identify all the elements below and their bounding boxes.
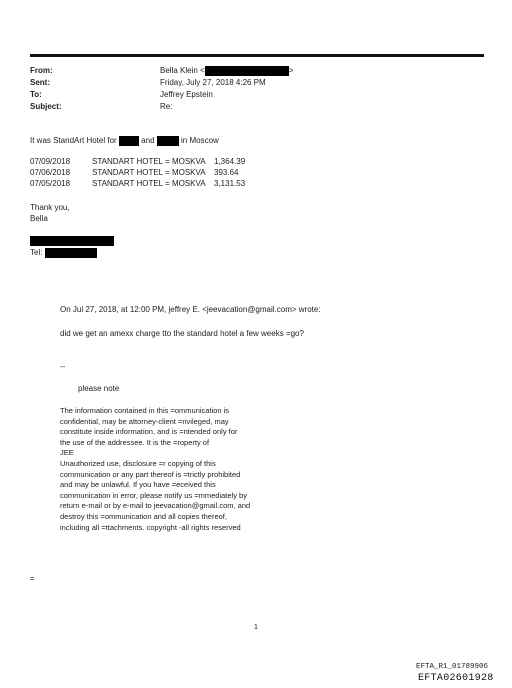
tx-date: 07/09/2018 <box>30 157 71 166</box>
closing-thanks: Thank you, <box>30 203 70 212</box>
from-label: From: <box>30 66 53 75</box>
disclaimer-line: and may be unlawful. If you have =eceived this <box>60 480 216 490</box>
intro-part-a: It was StandArt Hotel for <box>30 136 117 146</box>
tx-amount: 393.64 <box>214 168 239 177</box>
tx-merchant: STANDART HOTEL = MOSKVA <box>92 168 206 177</box>
trailing-equals: = <box>30 574 35 583</box>
redaction-block <box>157 136 179 146</box>
disclaimer-line: constitute inside information, and is =ntended only for <box>60 427 238 437</box>
to-value: Jeffrey Epstein <box>160 90 213 99</box>
redaction-block <box>205 66 289 76</box>
disclaimer-line: JEE <box>60 448 74 458</box>
quoted-message: did we get an amexx charge tto the standard hotel a few weeks =go? <box>60 329 304 338</box>
disclaimer-line: confidential, may be attorney-client =rivileged, may <box>60 416 229 426</box>
page-number: 1 <box>254 624 258 631</box>
subject-label: Subject: <box>30 102 62 111</box>
disclaimer-line: Unauthorized use, disclosure =r copying of this <box>60 458 216 468</box>
redaction-block <box>45 248 97 258</box>
quote-attribution: On Jul 27, 2018, at 12:00 PM, jeffrey E. <jeevacation@gmail.com> wrote: <box>60 305 321 314</box>
disclaimer-line: including all =ttachments. copyright -all rights reserved <box>60 522 241 532</box>
tx-amount: 3,131.53 <box>214 179 246 188</box>
tel-label: Tel: <box>30 248 43 258</box>
disclaimer-line: The information contained in this =ommunication is <box>60 406 230 415</box>
subject-value: Re: <box>160 102 173 111</box>
disclaimer-line: return e-mail or by e-mail to jeevacation@gmail.com, and <box>60 501 251 511</box>
intro-part-b: and <box>141 136 155 146</box>
bates-number-large: EFTA02601928 <box>418 673 494 684</box>
header-rule <box>30 54 484 57</box>
table-row <box>30 179 245 188</box>
tel-line <box>30 248 97 258</box>
intro-line <box>30 136 219 146</box>
tx-date: 07/06/2018 <box>30 168 71 177</box>
from-value-prefix: Bella Klein < <box>160 66 205 76</box>
quote-separator: -- <box>60 362 66 371</box>
intro-part-c: in Moscow <box>181 136 219 146</box>
please-note: please note <box>78 384 120 393</box>
to-label: To: <box>30 90 42 99</box>
tx-date: 07/05/2018 <box>30 179 71 188</box>
bates-number-small: EFTA_R1_01789906 <box>416 663 489 671</box>
tx-merchant: STANDART HOTEL = MOSKVA <box>92 157 206 166</box>
disclaimer-line: communication or any part thereof is =trictly prohibited <box>60 469 241 479</box>
from-value <box>160 66 293 76</box>
tx-amount: 1,364.39 <box>214 157 246 166</box>
signature-name: Bella <box>30 214 48 223</box>
table-row <box>30 157 245 166</box>
tx-merchant: STANDART HOTEL = MOSKVA <box>92 179 206 188</box>
disclaimer-line: destroy this =ommunication and all copies thereof, <box>60 511 227 521</box>
sent-value: Friday, July 27, 2018 4:26 PM <box>160 78 266 87</box>
redaction-block <box>119 136 139 146</box>
sent-label: Sent: <box>30 78 50 87</box>
table-row <box>30 168 238 177</box>
disclaimer-line: communication in error, please notify us =mmediately by <box>60 490 247 500</box>
disclaimer <box>60 406 250 533</box>
redaction-block <box>30 236 114 246</box>
disclaimer-line: the use of the addressee. It is the =roperty of <box>60 437 210 447</box>
from-value-suffix: > <box>288 66 294 76</box>
